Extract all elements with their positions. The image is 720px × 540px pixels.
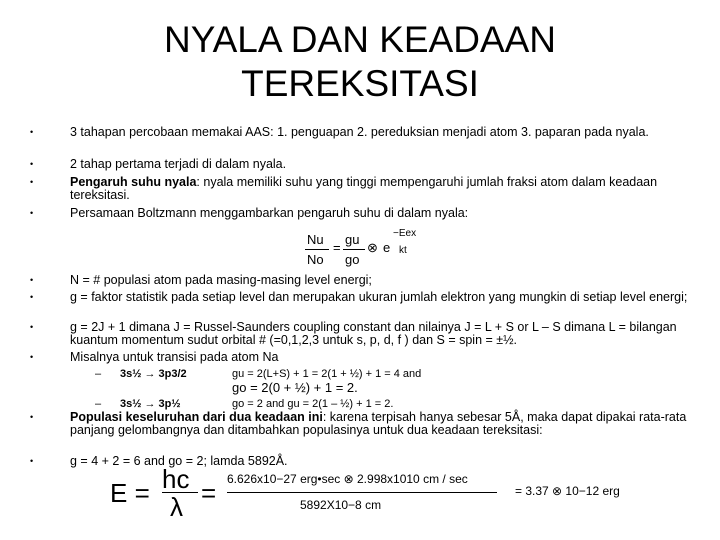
fraction-bar [343, 249, 365, 250]
times-icon: ⊗ [367, 240, 378, 255]
bullet-icon: • [30, 412, 34, 422]
bullet-icon: • [30, 322, 34, 332]
page-title: NYALA DAN KEADAAN TEREKSITASI [163, 19, 557, 104]
bullet-icon: • [30, 159, 34, 169]
fraction-bar [305, 249, 329, 250]
energy-equation: E = hc λ = 6.626x10−27 erg•sec ⊗ 2.998x1010 cm / sec 5892X10−8 cm = 3.37 ⊗ 10−12 erg [110, 464, 620, 522]
bullet-icon: • [30, 275, 34, 285]
bullet-icon: • [30, 456, 34, 466]
bullet-icon: • [30, 177, 34, 187]
sub-item: go = 2(0 + ½) + 1 = 2. [232, 380, 358, 395]
fraction-bar [227, 492, 497, 493]
bullet-icon: • [30, 352, 34, 362]
bullet-icon: • [30, 208, 34, 218]
bullet-icon: • [30, 292, 34, 302]
boltzmann-equation: Nu No = gu go ⊗ e −Eex kt [307, 228, 417, 267]
bullet-icon: • [30, 127, 34, 137]
